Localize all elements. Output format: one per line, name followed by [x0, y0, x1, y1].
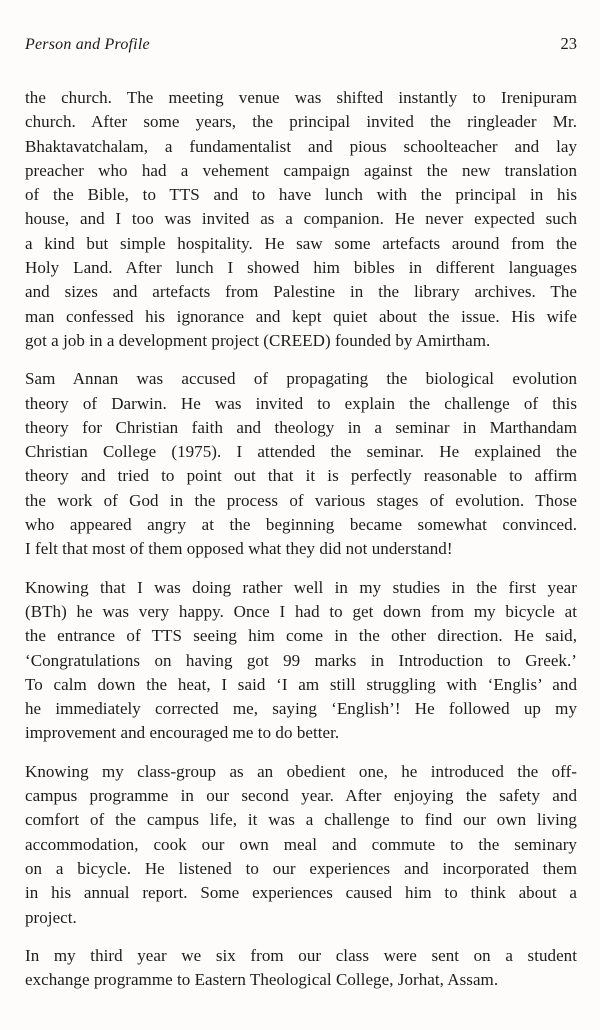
text-line: improvement and encouraged me to do better. [25, 723, 340, 743]
page-header [25, 34, 577, 55]
text-line: (BTh) he was very happy. Once I had to get down from my bicycle at [25, 601, 577, 621]
text-line: of the Bible, to TTS and to have lunch with the principal in his [25, 185, 577, 205]
paragraph [25, 576, 577, 746]
text-line: and sizes and artefacts from Palestine in the library archives. The [25, 282, 577, 302]
text-line: he immediately corrected me, saying ‘English’! He followed up my [25, 699, 577, 719]
text-line: on a bicycle. He listened to our experiences and incorporated them [25, 858, 577, 878]
text-line: got a job in a development project (CREED) founded by Amirtham. [25, 330, 491, 350]
text-line: To calm down the heat, I said ‘I am still struggling with ‘Englis’ and [25, 674, 577, 694]
paragraph [25, 760, 577, 930]
text-line: house, and I too was invited as a companion. He never expected such [25, 209, 577, 229]
text-line: Christian College (1975). I attended the seminar. He explained the [25, 442, 577, 462]
paragraph [25, 86, 577, 353]
text-line: a kind but simple hospitality. He saw some artefacts around from the [25, 233, 577, 253]
running-title: Person and Profile [25, 36, 150, 53]
text-line: the work of God in the process of various stages of evolution. Those [25, 490, 577, 510]
text-line: project. [25, 907, 77, 927]
text-line: theory and tried to point out that it is perfectly reasonable to affirm [25, 466, 577, 486]
text-line: In my third year we six from our class were sent on a student [25, 945, 577, 965]
text-line: Knowing my class-group as an obedient one, he introduced the off- [25, 761, 577, 781]
text-line: theory for Christian faith and theology in a seminar in Marthandam [25, 417, 577, 437]
text-line: Holy Land. After lunch I showed him bibles in different languages [25, 258, 577, 278]
text-line: who appeared angry at the beginning became somewhat convinced. [25, 515, 577, 535]
text-line: comfort of the campus life, it was a challenge to find our own living [25, 810, 577, 830]
body-paragraphs [25, 86, 577, 992]
text-line: Sam Annan was accused of propagating the biological evolution [25, 369, 577, 389]
page-number: 23 [560, 34, 577, 53]
paragraph [25, 944, 577, 993]
text-line: accommodation, cook our own meal and commute to the seminary [25, 834, 577, 854]
text-line: campus programme in our second year. After enjoying the safety and [25, 786, 577, 806]
text-line: the church. The meeting venue was shifted instantly to Irenipuram [25, 88, 577, 107]
text-line: in his annual report. Some experiences caused him to think about a [25, 883, 577, 903]
paragraph [25, 367, 577, 561]
text-line: theory of Darwin. He was invited to explain the challenge of this [25, 393, 577, 413]
text-line: preacher who had a vehement campaign against the new translation [25, 160, 577, 180]
text-line: ‘Congratulations on having got 99 marks in Introduction to Greek.’ [25, 650, 577, 670]
text-line: Knowing that I was doing rather well in my studies in the first year [25, 577, 577, 597]
text-line: man confessed his ignorance and kept quiet about the issue. His wife [25, 306, 577, 326]
text-line: the entrance of TTS seeing him come in the other direction. He said, [25, 626, 577, 646]
text-line: church. After some years, the principal invited the ringleader Mr. [25, 112, 577, 132]
text-line: Bhaktavatchalam, a fundamentalist and pious schoolteacher and lay [25, 136, 577, 156]
text-line: exchange programme to Eastern Theological College, Jorhat, Assam. [25, 970, 499, 990]
text-line: I felt that most of them opposed what they did not understand! [25, 539, 453, 559]
